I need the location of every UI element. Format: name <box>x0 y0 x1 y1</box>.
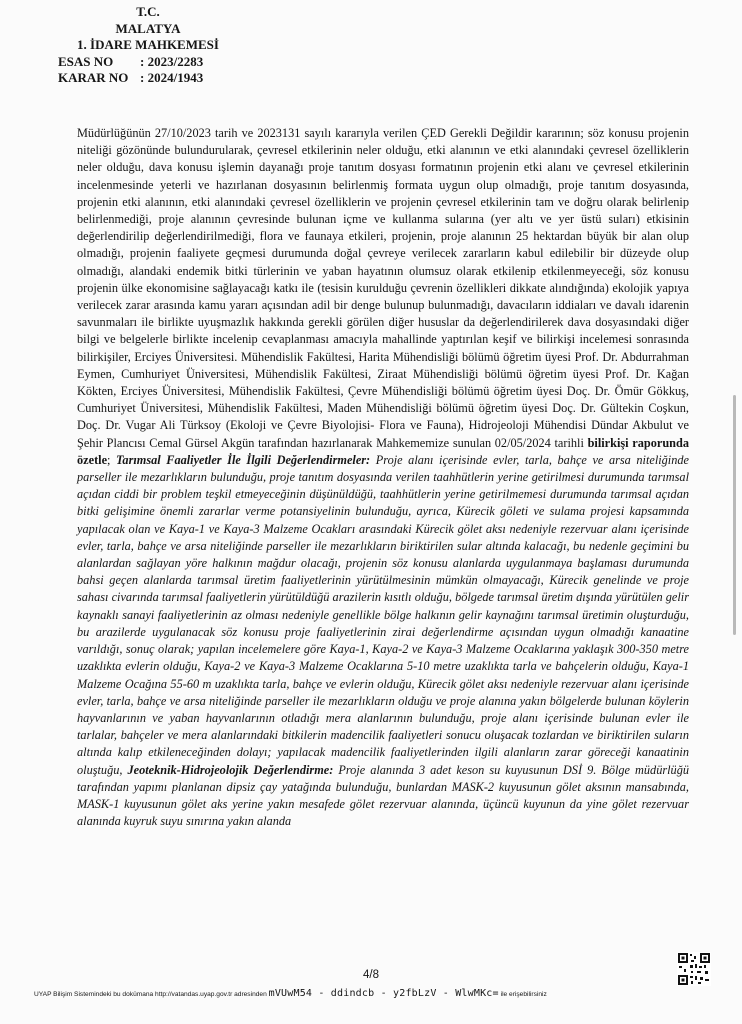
court-line-city: MALATYA <box>115 20 181 36</box>
geotechnical-text: Proje alanında 3 adet keson su kuyusunun DSİ 9. Bölge müdürlüğü tarafından yapımı planlanan dipsiz çay yatağında bulunduğu, bunlardan MASK-2 kuyusunun gölet aksının mansabında, MASK-1 kuyusunun gölet aks yerine yakın mesafede gölet rezervuar alanında, üçüncü kuyunun da yine gölet rezervuar alanında kuyruk suyu sınırına yakın alanda <box>77 762 689 829</box>
geotechnical-heading: Jeoteknik-Hidrojeolojik Değerlendirme: <box>127 762 334 777</box>
decision-paragraph <box>77 125 689 830</box>
uyap-footer <box>34 988 674 999</box>
scrollbar-thumb[interactable] <box>733 395 736 635</box>
court-line-name: 1. İDARE MAHKEMESİ <box>77 37 219 52</box>
document-header <box>58 4 248 87</box>
karar-label: KARAR NO <box>58 70 129 85</box>
agricultural-heading: Tarımsal Faaliyetler İle İlgili Değerlendirmeler: <box>116 452 371 467</box>
court-line-tc: T.C. <box>136 4 160 19</box>
body-segment-3: ; <box>107 452 117 467</box>
footer-suffix: ile erişebilirsiniz <box>500 991 547 998</box>
esas-row <box>58 54 248 71</box>
page-number: 4/8 <box>363 969 379 981</box>
qr-code-icon <box>677 952 711 986</box>
esas-value: : 2023/2283 <box>140 53 204 69</box>
body-segment-1: Müdürlüğünün 27/10/2023 tarih ve 2023131 sayılı kararıyla verilen ÇED Gerekli Değildir kararının; söz konusu projenin niteliği gözönünde bulundurularak, çevresel etkilerinin neler olduğu, etki alanının ve etki alanındaki çevresel özelliklerin neler olduğu, dava konusu işlemin dayanağı proje tanıtım dosyası formatının projenin etki alanı ve çevresel etkilerinin incelenmesinde yeterli ve hazırlanan dosyasının belirlenmiş formata uygun olup olmadığı, proje tanıtım dosyasında, projenin etki alanının, etki alanındaki çevresel özelliklerin ve projenin çevresel etkilerinin tam ve doğru olarak belirlenip belirlenmediği, proje alanının çevresinde bulunan içme ve kullanma sularına (yer altı ve yer üstü suları) etkisinin değerlendirilip değerlendirilmediği, flora ve faunaya etkileri, projenin, proje alanının 25 hektardan büyük bir alan olup olmadığı, projenin faaliyete geçmesi durumunda doğal çevreye verilecek zararların kabul edilebilir bir düzeyde olup olmadığı, alandaki endemik bitki türlerinin ve yaban hayatının olumsuz olarak etkilenip etkilenmeyeceği, söz konusu projenin ülke ekonomisine sağlayacağı katkı ile (tesisin kurulduğu çevrenin özellikleri dikkate alındığında) ekolojik yapıya verilecek zarar arasında kamu yararı açısından adil bir denge bulunup bulunmadığı, davacıların iddiaları ve davalı idarenin savunmaları ile birlikte uyuşmazlık hakkında gerekli görülen diğer hususlar da değerlendirilerek dava dosyasındaki diğer bilgi ve belgelerle birlikte incelenip cevaplanması amacıyla mahallinde yaptırılan keşif ve bilirkişi incelemesi sonrasında bilirkişiler, Erciyes Üniversitesi. Mühendislik Fakültesi, Harita Mühendisliği bölümü öğretim üyesi Prof. Dr. Abdurrahman Eymen, Cumhuriyet Üniversitesi, Mühendislik Fakültesi, Ziraat Mühendisliği bölümü öğretim üyesi Prof. Dr. Kağan Kökten, Erciyes Üniversitesi, Mühendislik Fakültesi, Çevre Mühendisliği bölümü öğretim üyesi Doç. Dr. Ömür Gökkuş, Cumhuriyet Üniversitesi, Mühendislik Fakültesi, Maden Mühendisliği bölümü öğretim üyesi Doç. Dr. Gültekin Coşkun, Doç. Dr. Vugar Ali Türksoy (Ekoloji ve Çevre Biyolojisi- Flora ve Fauna), Hidrojeoloji Mühendisi Dündar Akbulut ve Şehir Plancısı Cemal Gürsel Akgün tarafından hazırlanarak Mahkememize sunulan 02/05/2024 tarihli <box>77 126 689 450</box>
decision-body <box>77 125 689 830</box>
footer-prefix: UYAP Bilişim Sistemindeki bu dokümana http://vatandas.uyap.gov.tr adresinden <box>34 991 267 998</box>
karar-row <box>58 70 248 87</box>
karar-value: : 2024/1943 <box>140 70 204 85</box>
footer-access-code: mVUwM54 - ddindcb - y2fbLzV - WlwMKc= <box>268 988 499 999</box>
esas-label: ESAS NO <box>58 53 114 69</box>
expert-report-phrase: bilirkişi raporunda özetle <box>77 435 689 467</box>
agricultural-text: Proje alanı içerisinde evler, tarla, bahçe ve arsa niteliğinde parseller ile mezarlıkların bulunduğu, proje tanıtım dosyasında verilen taahhütlerin yerine getirilmesi durumunda tarımsal açıdan ciddi bir problem teşkil etmeyeceğinin düşünüldüğü, taahhütlerin yerine getirilmemesi durumunda tarımsal açıdan bitki gelişimine önemli zararlar verme potansiyelinin bulunduğu, ayrıca, Kürecik göleti ve sulama projesi kapsamında yapılacak olan ve Kaya-1 ve Kaya-3 Malzeme Ocakları arasındaki Kürecik gölet aksı nedeniyle rezervuar alanı içerisinde evler, tarla, bahçe ve arsa niteliğinde parseller ile mezarlıkların biriktirilen sular altında kalacağı, bu nedenle geçimini bu alanlardan sağlayan yöre halkının mağdur olacağı, projenin söz konusu alanlarda uygulanmaya başlaması durumunda bahsi geçen alanlarda tarımsal üretim faaliyetlerinin yürütülmesinin mümkün olmayacağı, Kürecik genelinde ve proje sahası civarında tarımsal faaliyetlerin yürütüldüğü arazilerin kısıtlı olduğu, bölgede tarımsal üretim dışında yürütülen gelir kaynaklı sanayi faaliyetlerinin az olması nedeniyle genellikle bölge halkının gelir kaynağını tarımsal üretimin oluşturduğu, bu arazilerde uygulanacak söz konusu proje faaliyetlerinin zirai değerlendirme açısından uygun olmadığı kanaatine varıldığı, sonuç olarak; yapılan incelemelere göre Kaya-1, Kaya-2 ve Kaya-3 Malzeme Ocaklarına yaklaşık 300-350 metre uzaklıkta evlerin olduğu, Kaya-2 ve Kaya-3 Malzeme Ocaklarına 5-10 metre uzaklıkta tarla ve bahçelerin olduğu, Kaya-1 Malzeme Ocağına 55-60 m uzaklıkta tarla, bahçe ve evlerin olduğu, Kürecik gölet aksı nedeniyle rezervuar alanı içerisinde evler, tarla, bahçe ve arsa niteliğinde parseller ile mezarlıkların olduğu ve proje alanına yakın bölgelerde bulunan köylerin hayvanlarının ve yaban hayvanlarının otladığı mera alanlarının bulunduğu, proje alanı içerisinde bulunan evler ile tarlalar, bahçeler ve mera alanlarındaki bitkilerin madencilik faaliyetleri sonucu oluşacak tozlardan ve biriktirilen suların altında kalıp etkileneceğinden dolayı; yapılacak madencilik faaliyetlerinden ilgili alanların zarar göreceği kanaatinin oluştuğu, <box>77 452 689 777</box>
